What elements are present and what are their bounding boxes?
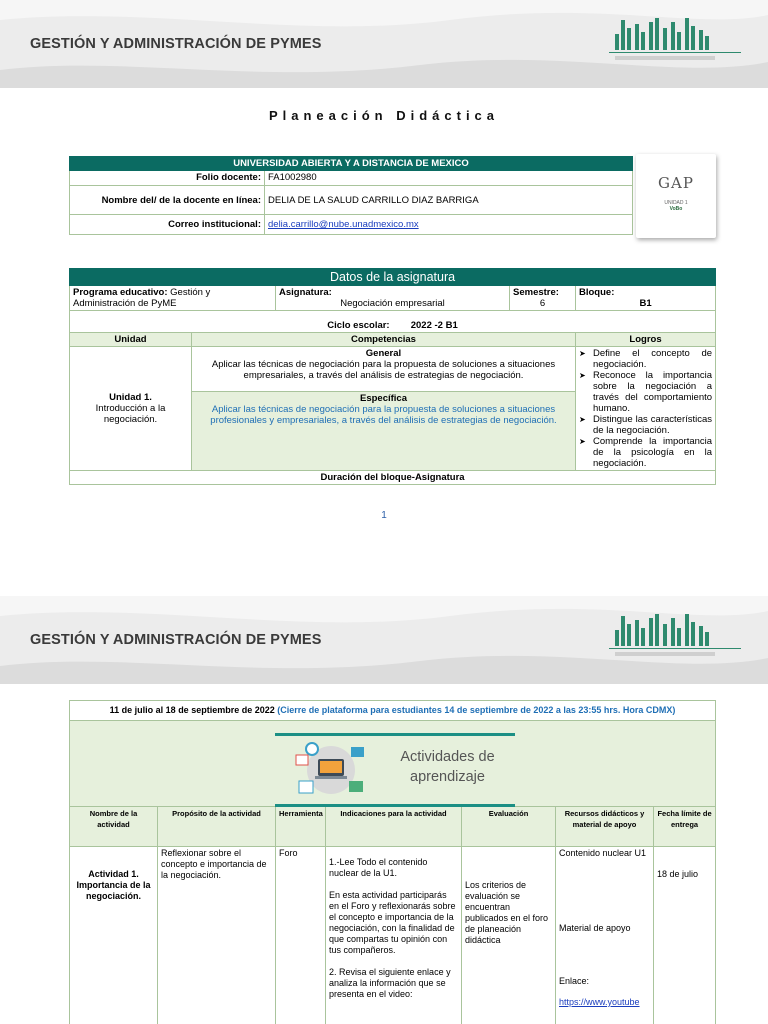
unit-name: Unidad 1. bbox=[109, 392, 152, 403]
purpose-cell: Reflexionar sobre el concepto e importancia de la negociación. bbox=[158, 847, 276, 1024]
gap-bars-logo bbox=[605, 14, 745, 66]
email-cell bbox=[265, 215, 633, 235]
gap-logo-sub: VoBo bbox=[669, 206, 683, 212]
col-activity-name: Nombre de la actividad bbox=[70, 807, 158, 847]
cycle-row bbox=[70, 311, 716, 333]
evaluation-text: Los criterios de evaluación se encuentran publicados en el foro de planeación didáctica bbox=[465, 880, 549, 945]
logros-cell bbox=[576, 347, 716, 471]
dates-note: (Cierre de plataforma para estudiantes 14 de septiembre de 2022 a las 23:55 hrs. Hora CDMX) bbox=[277, 705, 676, 715]
teacher-name-label: Nombre del/ de la docente en línea: bbox=[70, 186, 265, 215]
university-name: UNIVERSIDAD ABIERTA Y A DISTANCIA DE MEXICO bbox=[70, 157, 633, 171]
page-number: 1 bbox=[381, 510, 387, 521]
logros-list bbox=[579, 348, 712, 469]
resource-support: Material de apoyo bbox=[559, 923, 631, 933]
specific-competence-cell bbox=[192, 391, 576, 470]
general-text: Aplicar las técnicas de negociación para la propuesta de soluciones a situaciones empresariales, a través del análisis de estrategias de negociación. bbox=[211, 359, 556, 381]
col-tool: Herramienta bbox=[276, 807, 326, 847]
general-label: General bbox=[365, 348, 402, 359]
semester-value: 6 bbox=[539, 298, 546, 309]
activities-table bbox=[69, 700, 716, 1024]
subject-section-title: Datos de la asignatura bbox=[70, 269, 716, 286]
instruction-2: En esta actividad participarás en el Foro y reflexionarás sobre el concepto e importancia de la negociación, con la finalidad de que compartas tu opinión con tus compañeros. bbox=[329, 890, 456, 955]
gap-logo-text: GAP bbox=[658, 174, 694, 192]
logro-item: ➤ Reconoce la importancia sobre la negociación a través del comportamiento humano. bbox=[579, 370, 712, 414]
col-evaluation: Evaluación bbox=[462, 807, 556, 847]
activities-title-line-2: aprendizaje bbox=[410, 769, 485, 785]
logro-item: ➤ Comprende la importancia de la psicología en la negociación. bbox=[579, 436, 712, 469]
instruction-3: 2. Revisa el siguiente enlace y analiza la información que se presenta en el video: bbox=[329, 967, 451, 999]
subject-cell bbox=[276, 286, 510, 311]
header-title: GESTIÓN Y ADMINISTRACIÓN DE PYMES bbox=[30, 36, 322, 52]
resource-youtube-link[interactable]: https://www.youtube bbox=[559, 997, 640, 1007]
general-competence-cell bbox=[192, 347, 576, 392]
teacher-name-value: DELIA DE LA SALUD CARRILLO DIAZ BARRIGA bbox=[265, 186, 633, 215]
program-value: Gestión y Administración de PyME bbox=[73, 287, 211, 309]
document-title: Planeación Didáctica bbox=[268, 108, 500, 123]
col-resources: Recursos didácticos y material de apoyo bbox=[556, 807, 654, 847]
folio-value: FA1002980 bbox=[265, 171, 633, 186]
deadline-value: 18 de julio bbox=[657, 869, 699, 879]
col-instructions: Indicaciones para la actividad bbox=[326, 807, 462, 847]
resource-link-label: Enlace: bbox=[559, 976, 590, 986]
logro-item: ➤ Define el concepto de negociación. bbox=[579, 348, 712, 370]
program-cell bbox=[70, 286, 276, 311]
activities-banner-cell bbox=[70, 721, 716, 807]
block-cell bbox=[576, 286, 716, 311]
header-title: GESTIÓN Y ADMINISTRACIÓN DE PYMES bbox=[30, 632, 322, 648]
col-deadline: Fecha límite de entrega bbox=[654, 807, 716, 847]
gap-logo-unit: UNIDAD 1 bbox=[664, 200, 688, 206]
specific-text: Aplicar las técnicas de negociación para la propuesta de soluciones a situaciones profesionales y empresariales, a través del análisis de estrategias de negociación. bbox=[210, 403, 557, 426]
header-banner bbox=[0, 596, 768, 684]
tool-cell: Foro bbox=[276, 847, 326, 1024]
activities-banner bbox=[275, 733, 515, 807]
activities-title bbox=[385, 747, 510, 787]
subject-data-table bbox=[69, 268, 716, 485]
email-link[interactable]: delia.carrillo@nube.unadmexico.mx bbox=[268, 219, 419, 230]
dates-row bbox=[70, 701, 716, 721]
semester-label: Semestre: bbox=[513, 287, 559, 298]
teacher-info-table bbox=[69, 156, 633, 235]
gap-bars-logo bbox=[605, 610, 745, 662]
learning-activities-icon bbox=[291, 739, 371, 801]
resource-nuclear: Contenido nuclear U1 bbox=[559, 848, 647, 858]
col-purpose: Propósito de la actividad bbox=[158, 807, 276, 847]
col-logros-header: Logros bbox=[576, 333, 716, 347]
dates-text: 11 de julio al 18 de septiembre de 2022 bbox=[109, 705, 275, 715]
cycle-value: 2022 -2 B1 bbox=[410, 320, 458, 331]
header-banner bbox=[0, 0, 768, 88]
duration-row: Duración del bloque-Asignatura bbox=[70, 471, 716, 485]
logro-item: ➤ Distingue las características de la negociación. bbox=[579, 414, 712, 436]
instructions-cell bbox=[326, 847, 462, 1024]
email-label: Correo institucional: bbox=[70, 215, 265, 235]
block-value: B1 bbox=[639, 298, 652, 309]
block-label: Bloque: bbox=[579, 287, 615, 298]
program-label: Programa educativo: bbox=[73, 287, 168, 298]
specific-label: Específica bbox=[360, 392, 407, 404]
deadline-cell bbox=[654, 847, 716, 1024]
subject-label: Asignatura: bbox=[279, 287, 332, 298]
resources-cell bbox=[556, 847, 654, 1024]
page-separator bbox=[0, 560, 768, 596]
cycle-label: Ciclo escolar: bbox=[327, 320, 390, 331]
unit-cell bbox=[70, 347, 192, 471]
page-2 bbox=[0, 596, 768, 1024]
subject-value: Negociación empresarial bbox=[340, 298, 445, 309]
folio-label: Folio docente: bbox=[70, 171, 265, 186]
activity-name-cell bbox=[70, 847, 158, 1024]
evaluation-cell bbox=[462, 847, 556, 1024]
activity-name: Actividad 1. Importancia de la negociación. bbox=[76, 869, 151, 901]
unit-desc: Introducción a la negociación. bbox=[95, 403, 166, 425]
col-unit-header: Unidad bbox=[70, 333, 192, 347]
instruction-1: 1.-Lee Todo el contenido nuclear de la U1. bbox=[329, 857, 428, 878]
col-competencias-header: Competencias bbox=[192, 333, 576, 347]
gap-logo-card bbox=[636, 154, 716, 238]
semester-cell bbox=[510, 286, 576, 311]
activities-title-line-1: Actividades de bbox=[400, 749, 495, 765]
